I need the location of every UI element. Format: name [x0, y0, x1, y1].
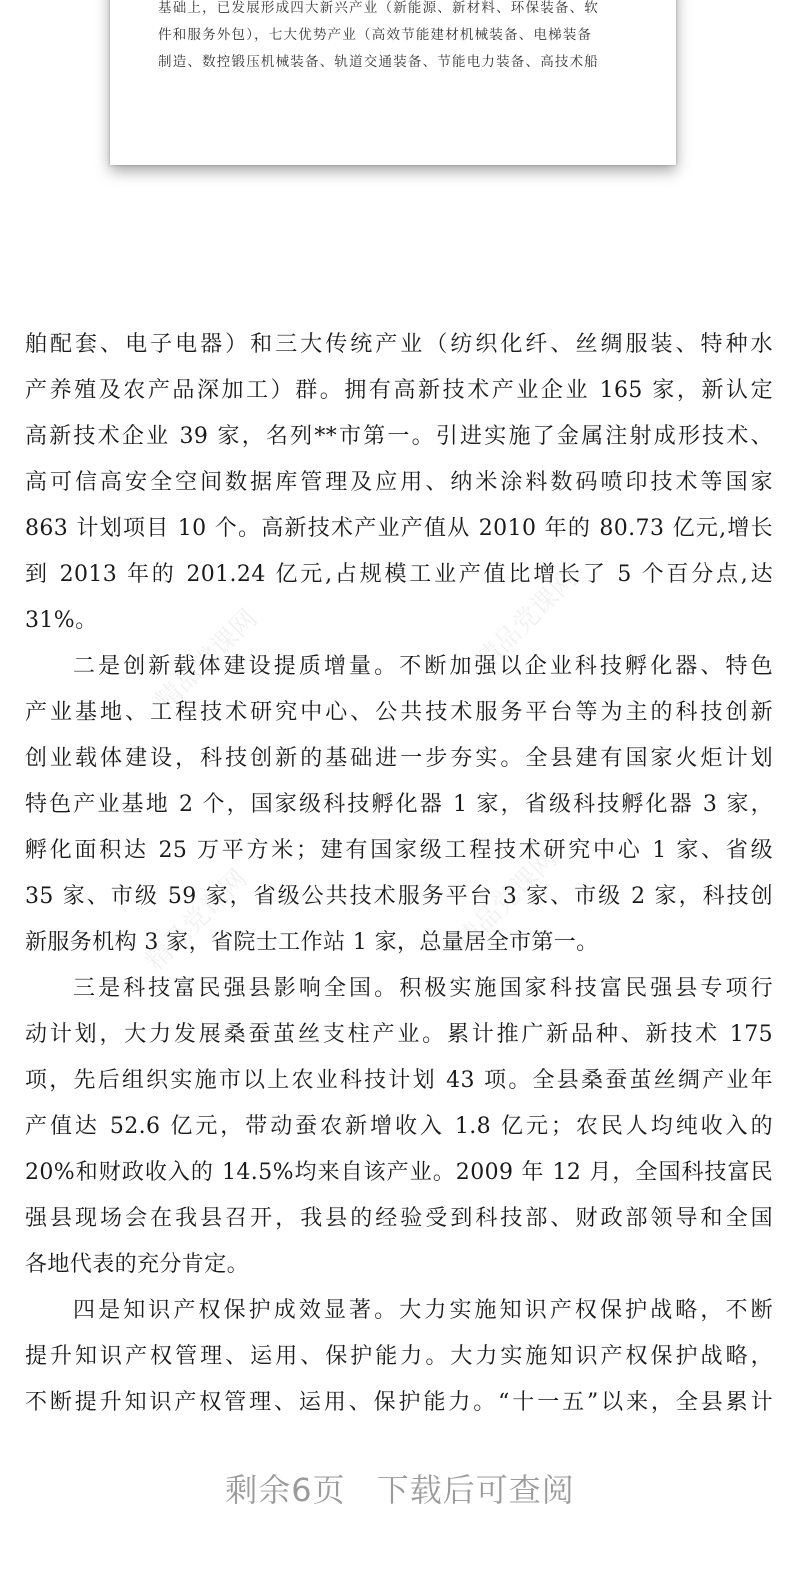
text-line: 四是知识产权保护成效显著。大力实施知识产权保护战略，不断 [73, 1298, 773, 1323]
text-line: 高可信高安全空间数据库管理及应用、纳米涂料数码喷印技术等国家 [25, 470, 773, 495]
text-line: 创业载体建设，科技创新的基础进一步夯实。全县建有国家火炬计划 [25, 746, 773, 771]
watermark: 精品党课网 [150, 603, 264, 717]
text-line: 各地代表的充分肯定。 [25, 1252, 250, 1277]
text-line: 强县现场会在我县召开，我县的经验受到科技部、财政部领导和全国 [25, 1206, 773, 1231]
text-line: 不断提升知识产权管理、运用、保护能力。“十一五”以来，全县累计 [25, 1390, 773, 1415]
text-line: 动计划，大力发展桑蚕茧丝支柱产业。累计推广新品种、新技术 175 [25, 1022, 773, 1047]
download-to-view-label: 下载后可查阅 [376, 1471, 575, 1509]
download-prompt[interactable] [0, 1465, 800, 1511]
watermark: 精品党课网 [450, 843, 564, 957]
text-line: 新服务机构 3 家，省院士工作站 1 家，总量居全市第一。 [25, 930, 599, 955]
watermark: 精品党课网 [470, 563, 584, 677]
document-body [25, 322, 773, 1426]
text-line: 863 计划项目 10 个。高新技术产业产值从 2010 年的 80.73 亿元,增长 [25, 516, 773, 541]
text-line: 35 家、市级 59 家，省级公共技术服务平台 3 家、市级 2 家，科技创 [25, 884, 773, 909]
text-line: 孵化面积达 25 万平方米；建有国家级工程技术研究中心 1 家、省级 [25, 838, 773, 863]
text-line: 产值达 52.6 亿元，带动蚕农新增收入 1.8 亿元；农民人均纯收入的 [25, 1114, 773, 1139]
text-line: 产养殖及农产品深加工）群。拥有高新技术产业企业 165 家，新认定 [25, 378, 773, 403]
text-line: 舶配套、电子电器）和三大传统产业（纺织化纤、丝绸服装、特种水 [25, 332, 773, 357]
text-line: 31%。 [25, 608, 98, 633]
text-line: 特色产业基地 2 个，国家级科技孵化器 1 家，省级科技孵化器 3 家， [25, 792, 773, 817]
preview-line: 基础上，已发展形成四大新兴产业（新能源、新材料、环保装备、软 [158, 0, 599, 16]
text-line: 提升知识产权管理、运用、保护能力。大力实施知识产权保护战略， [25, 1344, 773, 1369]
text-line: 项，先后组织实施市以上农业科技计划 43 项。全县桑蚕茧丝绸产业年 [25, 1068, 773, 1093]
preview-line: 制造、数控锻压机械装备、轨道交通装备、节能电力装备、高技术船 [158, 54, 599, 70]
text-line: 到 2013 年的 201.24 亿元,占规模工业产值比增长了 5 个百分点,达 [25, 562, 773, 587]
text-line: 20%和财政收入的 14.5%均来自该产业。2009 年 12 月，全国科技富民 [25, 1160, 773, 1185]
text-line: 二是创新载体建设提质增量。不断加强以企业科技孵化器、特色 [73, 654, 773, 679]
preview-line: 件和服务外包），七大优势产业（高效节能建材机械装备、电梯装备 [158, 27, 593, 43]
text-line: 高新技术企业 39 家，名列**市第一。引进实施了金属注射成形技术、 [25, 424, 773, 449]
watermark: 精品党课网 [140, 863, 254, 977]
remaining-pages-label: 剩余6页 [225, 1471, 346, 1509]
text-line: 产业基地、工程技术研究中心、公共技术服务平台等为主的科技创新 [25, 700, 773, 725]
previous-page-preview [110, 0, 676, 165]
text-line: 三是科技富民强县影响全国。积极实施国家科技富民强县专项行 [73, 976, 773, 1001]
